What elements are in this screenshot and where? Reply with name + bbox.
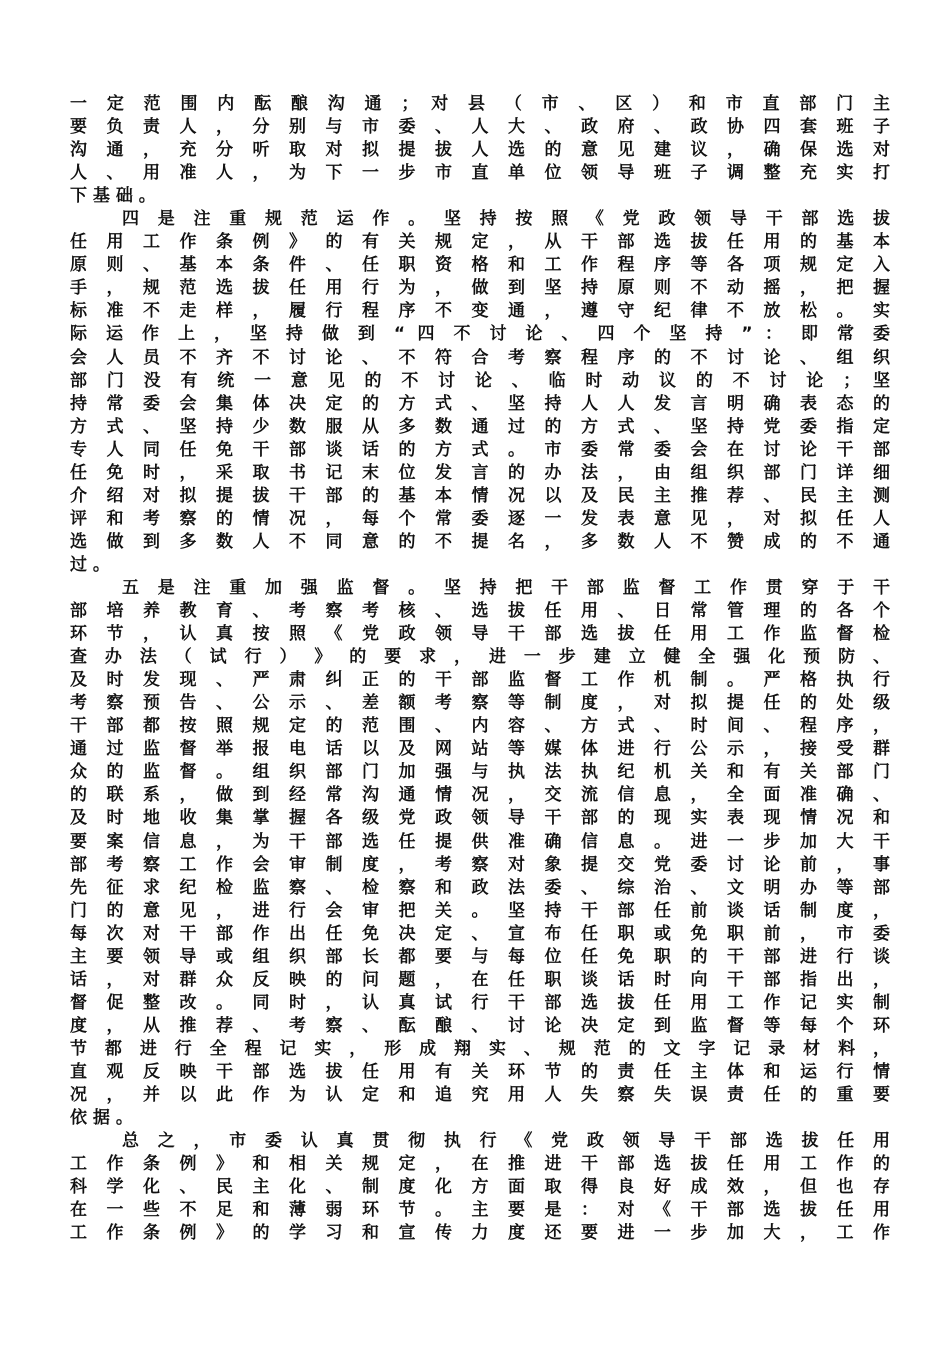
text-line: 要 案 信 息 ， 为 干 部 选 任 提 供 准 确 信 息 。 进 一 步 加 大 干 [70,831,890,852]
text-line: 选 做 到 多 数 人 不 同 意 的 不 提 名 ， 多 数 人 不 赞 成 的 不 通 [70,531,890,552]
text-line: 部 培 养 教 育 、 考 察 考 核 、 选 拔 任 用 、 日 常 管 理 的 各 个 [70,601,890,622]
text-line: 门 的 意 见 ， 进 行 会 审 把 关 。 坚 持 干 部 任 前 谈 话 制 度 ， [70,900,890,921]
text-line: 直 观 反 映 干 部 选 拔 任 用 有 关 环 节 的 责 任 主 体 和 运 行 情 [70,1061,890,1082]
text-line: 部 门 没 有 统 一 意 见 的 不 讨 论 、 临 时 动 议 的 不 讨 论 ； 坚 [70,370,890,391]
text-line: 要 负 责 人 ， 分 别 与 市 委 、 人 大 、 政 府 、 政 协 四 套 班 子 [70,117,890,138]
text-line: 过 。 [70,554,110,575]
text-line: 度 ， 从 推 荐 、 考 察 、 酝 酿 、 讨 论 决 定 到 监 督 等 每 个 环 [70,1015,890,1036]
text-line: 工 作 条 例 》 的 学 习 和 宣 传 力 度 还 要 进 一 步 加 大 ， 工 作 [70,1223,890,1244]
text-line: 干 部 都 按 照 规 定 的 范 围 、 内 容 、 方 式 、 时 间 、 程 序 ， [70,716,890,737]
paragraph-first-line: 五 是 注 重 加 强 监 督 。 坚 持 把 干 部 监 督 工 作 贯 穿 于 干 [122,577,890,598]
text-line: 考 察 预 告 、 公 示 、 差 额 考 察 等 制 度 ， 对 拟 提 任 的 处 级 [70,693,890,714]
text-line: 下 基 础 。 [70,186,156,207]
text-line: 人 、 用 准 人 ， 为 下 一 步 市 直 单 位 领 导 班 子 调 整 充 实 打 [70,163,890,184]
text-line: 介 绍 对 拟 提 拔 干 部 的 基 本 情 况 以 及 民 主 推 荐 、 民 主 测 [70,485,890,506]
paragraph-first-line: 总 之 ， 市 委 认 真 贯 彻 执 行 《 党 政 领 导 干 部 选 拔 任 用 [122,1131,890,1152]
text-line: 督 促 整 改 。 同 时 ， 认 真 试 行 干 部 选 拔 任 用 工 作 记 实 制 [70,992,890,1013]
text-line: 依 据 。 [70,1108,133,1129]
text-line: 查 办 法 （ 试 行 ） 》 的 要 求 ， 进 一 步 建 立 健 全 强 化 预 防 、 [70,647,890,668]
paragraph-first-line: 四 是 注 重 规 范 运 作 。 坚 持 按 照 《 党 政 领 导 干 部 选 拔 [122,209,890,230]
text-line: 节 都 进 行 全 程 记 实 ， 形 成 翔 实 、 规 范 的 文 字 记 录 材 料 ， [70,1038,890,1059]
text-line: 每 次 对 干 部 作 出 任 免 决 定 、 宣 布 任 职 或 免 职 前 ， 市 委 [70,923,890,944]
text-line: 标 准 不 走 样 ， 履 行 程 序 不 变 通 ， 遵 守 纪 律 不 放 松 。 实 [70,301,890,322]
text-line: 通 过 监 督 举 报 电 话 以 及 网 站 等 媒 体 进 行 公 示 ， 接 受 群 [70,739,890,760]
text-line: 在 一 些 不 足 和 薄 弱 环 节 。 主 要 是 ： 对 《 干 部 选 拔 任 用 [70,1200,890,1221]
text-line: 先 征 求 纪 检 监 察 、 检 察 和 政 法 委 、 综 治 、 文 明 办 等 部 [70,877,890,898]
text-line: 评 和 考 察 的 情 况 ， 每 个 常 委 逐 一 发 表 意 见 ， 对 拟 任 人 [70,508,890,529]
text-line: 际 运 作 上 ， 坚 持 做 到 “ 四 不 讨 论 、 四 个 坚 持 ” ： 即 常 委 [70,324,890,345]
text-line: 科 学 化 、 民 主 化 、 制 度 化 方 面 取 得 良 好 成 效 ， 但 也 存 [70,1177,890,1198]
text-line: 专 人 同 任 免 干 部 谈 话 的 方 式 。 市 委 常 委 会 在 讨 论 干 部 [70,439,890,460]
text-line: 方 式 、 坚 持 少 数 服 从 多 数 通 过 的 方 式 、 坚 持 党 委 指 定 [70,416,890,437]
text-line: 原 则 、 基 本 条 件 、 任 职 资 格 和 工 作 程 序 等 各 项 规 定 入 [70,255,890,276]
text-line: 持 常 委 会 集 体 决 定 的 方 式 、 坚 持 人 人 发 言 明 确 表 态 的 [70,393,890,414]
text-line: 及 时 发 现 、 严 肃 纠 正 的 干 部 监 督 工 作 机 制 。 严 格 执 行 [70,670,890,691]
text-line: 任 用 工 作 条 例 》 的 有 关 规 定 ， 从 干 部 选 拔 任 用 的 基 本 [70,232,890,253]
text-line: 手 ， 规 范 选 拔 任 用 行 为 ， 做 到 坚 持 原 则 不 动 摇 ， 把 握 [70,278,890,299]
document-body [70,93,890,1245]
text-line: 及 时 地 收 集 掌 握 各 级 党 政 领 导 干 部 的 现 实 表 现 情 况 和 [70,808,890,829]
text-line: 的 联 系 ， 做 到 经 常 沟 通 情 况 ， 交 流 信 息 ， 全 面 准 确 、 [70,785,890,806]
text-line: 一 定 范 围 内 酝 酿 沟 通 ； 对 县 （ 市 、 区 ） 和 市 直 部 门 主 [70,94,890,114]
text-line: 沟 通 ， 充 分 听 取 对 拟 提 拔 人 选 的 意 见 建 议 ， 确 保 选 对 [70,140,890,161]
text-line: 工 作 条 例 》 和 相 关 规 定 ， 在 推 进 干 部 选 拔 任 用 工 作 的 [70,1154,890,1175]
text-line: 任 免 时 ， 采 取 书 记 末 位 发 言 的 办 法 ， 由 组 织 部 门 详 细 [70,462,890,483]
text-line: 众 的 监 督 。 组 织 部 门 加 强 与 执 法 执 纪 机 关 和 有 关 部 门 [70,762,890,783]
text-line: 况 ， 并 以 此 作 为 认 定 和 追 究 用 人 失 察 失 误 责 任 的 重 要 [70,1085,890,1106]
text-line: 主 要 领 导 或 组 织 部 长 都 要 与 每 位 任 免 职 的 干 部 进 行 谈 [70,946,890,967]
text-line: 环 节 ， 认 真 按 照 《 党 政 领 导 干 部 选 拔 任 用 工 作 监 督 检 [70,624,890,645]
text-line: 话 ， 对 群 众 反 映 的 问 题 ， 在 任 职 谈 话 时 向 干 部 指 出 ， [70,969,890,990]
text-line: 会 人 员 不 齐 不 讨 论 、 不 符 合 考 察 程 序 的 不 讨 论 、 组 织 [70,347,890,368]
text-line: 部 考 察 工 作 会 审 制 度 ， 考 察 对 象 提 交 党 委 讨 论 前 ， 事 [70,854,890,875]
